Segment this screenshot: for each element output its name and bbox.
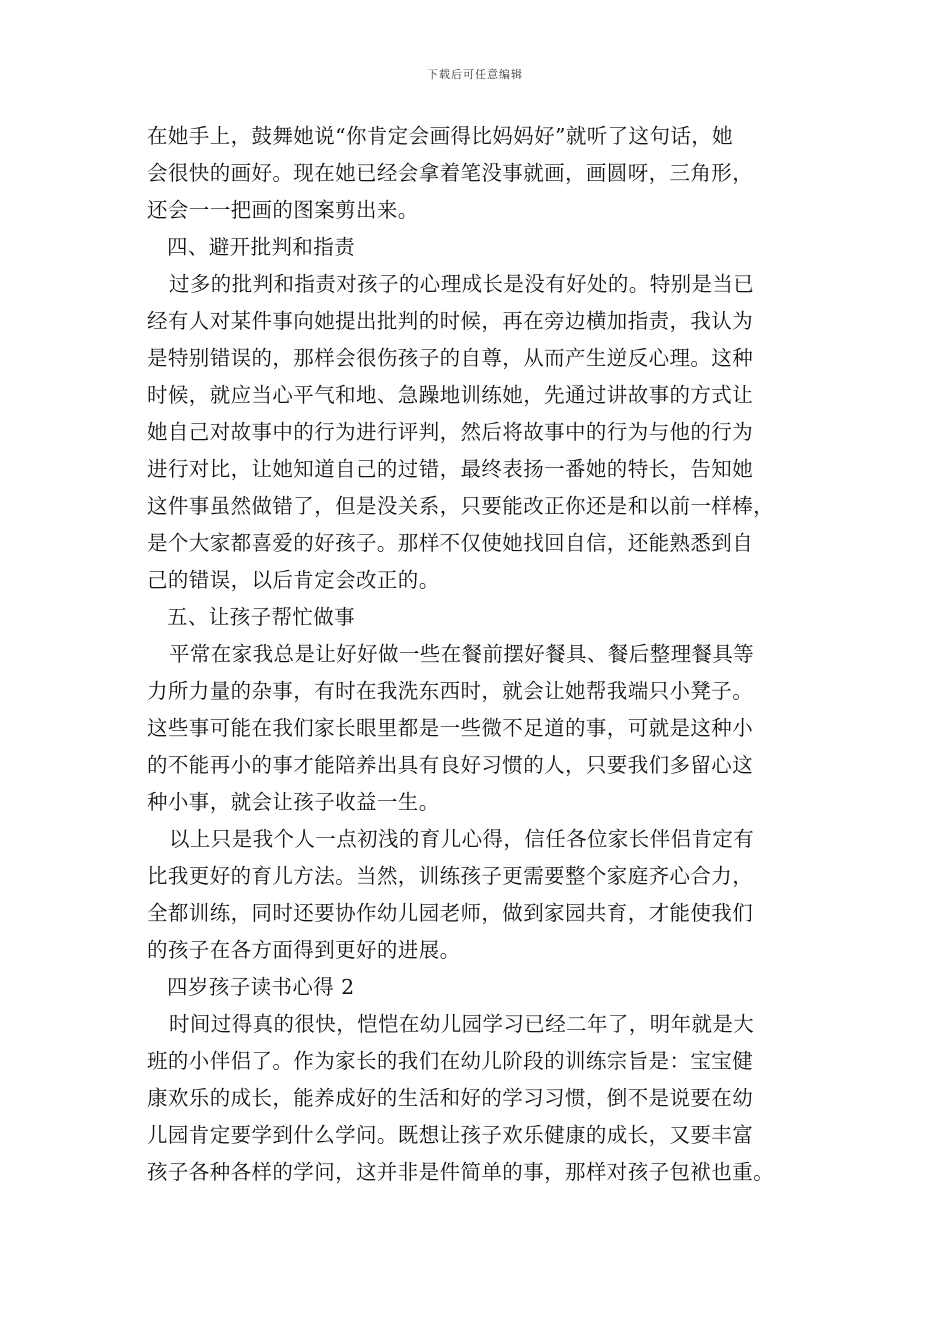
text-line: 这件事虽然做错了，但是没关系，只要能改正你还是和以前一样棒，: [147, 494, 774, 518]
section-heading: 四岁孩子读书心得 2: [167, 975, 355, 999]
text-line: 比我更好的育儿方法。当然，训练孩子更需要整个家庭齐心合力，: [147, 864, 754, 888]
section-heading: 四、避开批判和指责: [167, 235, 356, 259]
text-line: 经有人对某件事向她提出批判的时候，再在旁边横加指责，我认为: [147, 309, 754, 333]
text-line: 全都训练，同时还要协作幼儿园老师，做到家园共育，才能使我们: [147, 901, 754, 925]
section-heading: 五、让孩子帮忙做事: [167, 605, 356, 629]
paragraph-start: 时间过得真的很快，恺恺在幼儿园学习已经二年了，明年就是大: [169, 1012, 755, 1036]
text-line: 己的错误，以后肯定会改正的。: [147, 568, 440, 592]
text-line: 是个大家都喜爱的好孩子。那样不仅使她找回自信，还能熟悉到自: [147, 531, 754, 555]
text-line: 进行对比，让她知道自己的过错，最终表扬一番她的特长，告知她: [147, 457, 754, 481]
text-line: 还会一一把画的图案剪出来。: [147, 198, 419, 222]
paragraph-start: 以上只是我个人一点初浅的育儿心得，信任各位家长伴侣肯定有: [169, 827, 755, 851]
text-line: 班的小伴侣了。作为家长的我们在幼儿阶段的训练宗旨是：宝宝健: [147, 1049, 754, 1073]
page-header: 下载后可任意编辑: [427, 68, 523, 81]
text-line: 力所力量的杂事，有时在我洗东西时，就会让她帮我端只小凳子。: [147, 679, 754, 703]
text-line: 是特别错误的，那样会很伤孩子的自尊，从而产生逆反心理。这种: [147, 346, 754, 370]
text-line: 会很快的画好。现在她已经会拿着笔没事就画，画圆呀，三角形，: [147, 161, 754, 185]
paragraph-start: 过多的批判和指责对孩子的心理成长是没有好处的。特别是当已: [169, 272, 755, 296]
text-line: 她自己对故事中的行为进行评判，然后将故事中的行为与他的行为: [147, 420, 754, 444]
text-line: 种小事，就会让孩子收益一生。: [147, 790, 440, 814]
document-body: [147, 118, 827, 1191]
text-line: 孩子各种各样的学问，这并非是件简单的事，那样对孩子包袱也重。: [147, 1160, 774, 1184]
text-line: 康欢乐的成长，能养成好的生活和好的学习习惯，倒不是说要在幼: [147, 1086, 754, 1110]
text-line: 这些事可能在我们家长眼里都是一些微不足道的事，可就是这种小: [147, 716, 754, 740]
text-line: 在她手上，鼓舞她说“你肯定会画得比妈妈好”就听了这句话，她: [147, 124, 734, 148]
text-line: 的孩子在各方面得到更好的进展。: [147, 938, 461, 962]
text-line: 的不能再小的事才能陪养出具有良好习惯的人，只要我们多留心这: [147, 753, 754, 777]
text-line: 儿园肯定要学到什么学问。既想让孩子欢乐健康的成长，又要丰富: [147, 1123, 754, 1147]
paragraph-start: 平常在家我总是让好好做一些在餐前摆好餐具、餐后整理餐具等: [169, 642, 755, 666]
text-line: 时候，就应当心平气和地、急躁地训练她，先通过讲故事的方式让: [147, 383, 754, 407]
